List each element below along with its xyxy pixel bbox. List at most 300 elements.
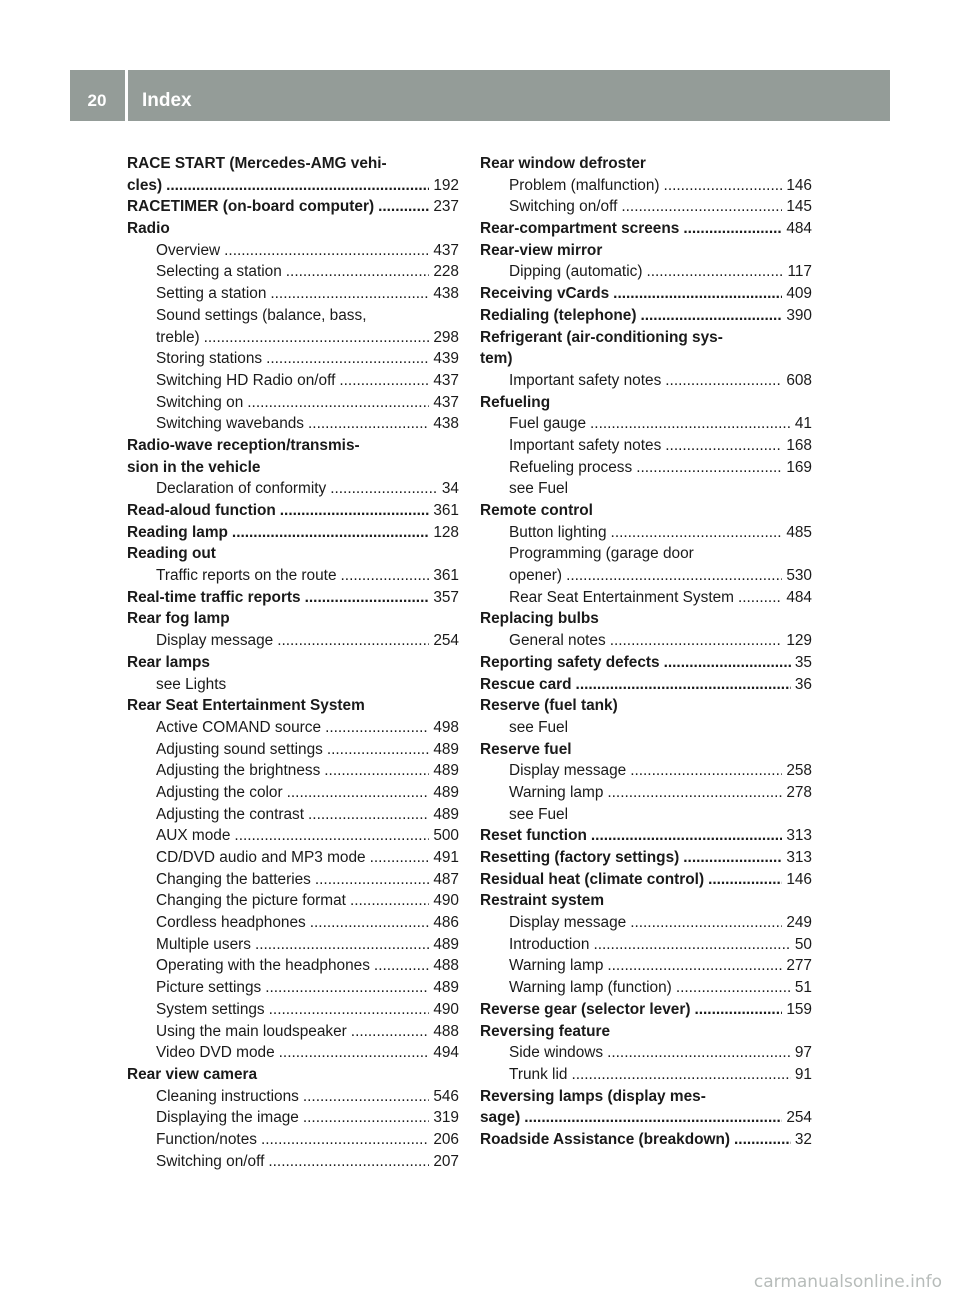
entry-text: see Lights: [156, 675, 227, 693]
leader-dots: [611, 522, 783, 544]
page-reference[interactable]: 207: [433, 1152, 459, 1170]
page-reference[interactable]: 546: [433, 1087, 459, 1105]
leader-dots: [610, 630, 783, 652]
entry-text: Cordless headphones: [156, 914, 306, 932]
page-reference[interactable]: 41: [794, 415, 812, 433]
page-reference[interactable]: 117: [787, 263, 812, 281]
entry-text: Roadside Assistance (breakdown): [480, 1130, 731, 1148]
entry-text: Sound settings (balance, bass,: [156, 306, 367, 324]
entry-text: Rear view camera: [127, 1065, 258, 1083]
entry-text: Setting a station: [156, 285, 267, 303]
entry-text: Operating with the headphones: [156, 957, 370, 975]
index-entry: [480, 999, 812, 1021]
index-subentry: [127, 240, 459, 262]
page-reference[interactable]: 500: [433, 827, 459, 845]
leader-dots: [676, 977, 791, 999]
entry-text: Active COMAND source: [156, 718, 322, 736]
index-subentry: [127, 630, 459, 652]
page-reference[interactable]: 489: [433, 783, 459, 801]
index-subentry: [127, 912, 459, 934]
page-reference[interactable]: 146: [786, 176, 812, 194]
index-entry: [480, 695, 812, 717]
index-subentry: [127, 717, 459, 739]
page-reference[interactable]: 97: [794, 1044, 812, 1062]
leader-dots: [378, 196, 429, 218]
entry-text: Remote control: [480, 502, 593, 519]
page-reference[interactable]: 145: [786, 198, 812, 216]
index-subentry: [127, 413, 459, 435]
entry-text: RACE START (Mercedes-AMG vehi-: [127, 155, 387, 172]
entry-text: Displaying the image: [156, 1109, 299, 1127]
page-reference[interactable]: 34: [441, 480, 459, 498]
page-reference[interactable]: 319: [433, 1109, 459, 1127]
page-reference[interactable]: 489: [433, 979, 459, 997]
entry-text: Display message: [509, 914, 627, 932]
page-reference[interactable]: 146: [786, 870, 812, 888]
entry-text: Cleaning instructions: [156, 1087, 299, 1105]
leader-dots: [665, 370, 782, 392]
leader-dots: [576, 674, 791, 696]
index-subentry: [127, 825, 459, 847]
entry-text: Reversing lamps (display mes-: [480, 1087, 706, 1105]
entry-text: Function/notes: [156, 1130, 257, 1148]
entry-text: Fuel gauge: [509, 415, 587, 433]
index-entry: [127, 175, 459, 197]
index-subentry: [480, 934, 812, 956]
leader-dots: [571, 1064, 790, 1086]
entry-text: Replacing bulbs: [480, 610, 599, 628]
entry-text: Programming (garage door: [509, 545, 694, 563]
watermark: carmanualsonline.info: [753, 1272, 942, 1292]
page-reference[interactable]: 490: [433, 1000, 459, 1018]
index-entry: [480, 305, 812, 327]
leader-dots: [247, 392, 429, 414]
entry-text: Receiving vCards: [480, 285, 610, 303]
leader-dots: [255, 934, 429, 956]
index-subentry: [127, 869, 459, 891]
leader-dots: [325, 717, 429, 739]
page-reference[interactable]: 168: [786, 436, 812, 454]
entry-text: Reserve fuel: [480, 740, 572, 758]
index-entry: [127, 608, 459, 630]
entry-text: Reporting safety defects: [480, 653, 660, 671]
page-reference[interactable]: 278: [786, 783, 812, 801]
section-title: Index: [142, 90, 192, 111]
index-subentry: [480, 630, 812, 652]
leader-dots: [303, 1086, 429, 1108]
leader-dots: [324, 760, 429, 782]
index-subentry: [127, 565, 459, 587]
leader-dots: [279, 1042, 430, 1064]
index-subentry: [127, 1151, 459, 1173]
page-reference[interactable]: 490: [433, 892, 459, 910]
entry-text: Refueling: [480, 393, 551, 411]
leader-dots: [303, 1107, 429, 1129]
index-subentry: [127, 327, 459, 349]
entry-text: Dipping (automatic): [509, 263, 643, 281]
index-entry: [480, 1021, 812, 1043]
leader-dots: [566, 565, 782, 587]
index-subentry: [480, 717, 812, 739]
index-subentry: [480, 196, 812, 218]
entry-text: Adjusting the contrast: [156, 805, 305, 823]
index-subentry: [127, 999, 459, 1021]
page-reference[interactable]: 129: [786, 632, 812, 650]
leader-dots: [327, 739, 429, 761]
index-entry: [127, 1064, 459, 1086]
page-reference[interactable]: 249: [786, 914, 812, 932]
entry-text: Switching on/off: [509, 198, 618, 216]
page-reference[interactable]: 491: [433, 849, 459, 866]
entry-text: Selecting a station: [156, 263, 282, 281]
entry-text: Changing the picture format: [156, 892, 346, 910]
entry-text: Real-time traffic reports: [127, 588, 301, 606]
page-reference[interactable]: 608: [786, 371, 812, 389]
page-reference[interactable]: 361: [433, 567, 459, 585]
index-entry: [127, 153, 459, 175]
entry-text: Declaration of conformity: [156, 480, 327, 498]
leader-dots: [640, 305, 782, 327]
page-reference[interactable]: 159: [786, 1000, 812, 1018]
index-subentry: [480, 804, 812, 826]
entry-text: Reset function: [480, 827, 587, 845]
page-reference[interactable]: 437: [433, 393, 459, 411]
entry-text: Introduction: [509, 935, 590, 953]
index-entry: [127, 435, 459, 457]
entry-text: Rear-compartment screens: [480, 220, 680, 238]
index-subentry: [127, 739, 459, 761]
entry-text: System settings: [156, 1000, 265, 1018]
entry-text: Rear Seat Entertainment System: [127, 697, 365, 715]
page-reference[interactable]: 489: [433, 740, 459, 758]
leader-dots: [607, 955, 782, 977]
index-entry: [480, 608, 812, 630]
entry-text: Overview: [156, 241, 221, 259]
page-reference[interactable]: 91: [794, 1065, 812, 1083]
entry-text: AUX mode: [156, 827, 231, 845]
leader-dots: [330, 478, 438, 500]
leader-dots: [607, 1042, 791, 1064]
entry-text: Changing the batteries: [156, 870, 311, 888]
entry-text: Switching on: [156, 393, 244, 411]
page-header: [70, 70, 890, 121]
leader-dots: [734, 1129, 791, 1151]
entry-text: Reading lamp: [127, 523, 228, 541]
entry-text: Adjusting the color: [156, 783, 283, 801]
page-reference[interactable]: 498: [433, 718, 459, 736]
leader-dots: [266, 348, 429, 370]
entry-text: Refueling process: [509, 458, 633, 476]
index-subentry: [127, 348, 459, 370]
leader-dots: [224, 240, 429, 262]
page-reference[interactable]: 438: [433, 285, 459, 303]
leader-dots: [590, 413, 791, 435]
page-reference[interactable]: 50: [794, 935, 812, 953]
entry-text: Switching wavebands: [156, 415, 305, 433]
leader-dots: [708, 869, 782, 891]
index-entry: [127, 695, 459, 717]
entry-text: Picture settings: [156, 979, 262, 997]
entry-text: Display message: [509, 762, 627, 780]
page-reference[interactable]: 36: [794, 675, 812, 693]
page-reference[interactable]: 237: [433, 198, 459, 216]
page-reference[interactable]: 487: [433, 870, 459, 888]
entry-text: cles): [127, 176, 163, 194]
index-subentry: [480, 782, 812, 804]
index-entry: [480, 1129, 812, 1151]
index-entry: [127, 652, 459, 674]
page-reference[interactable]: 228: [433, 263, 459, 281]
page-reference[interactable]: 32: [794, 1130, 812, 1148]
leader-dots: [350, 890, 429, 912]
index-entry: [480, 1086, 812, 1108]
index-entry: [480, 283, 812, 305]
index-column-right: [480, 153, 812, 1151]
page-reference[interactable]: 494: [433, 1044, 459, 1062]
leader-dots: [287, 782, 430, 804]
index-subentry: [127, 1021, 459, 1043]
page-reference[interactable]: 484: [786, 588, 812, 606]
page-reference[interactable]: 438: [433, 415, 459, 433]
entry-text: Rear lamps: [127, 653, 210, 671]
leader-dots: [277, 630, 429, 652]
index-subentry: [480, 760, 812, 782]
entry-text: Reversing feature: [480, 1022, 611, 1040]
index-subentry: [127, 934, 459, 956]
page-reference[interactable]: 488: [433, 957, 459, 975]
index-subentry: [127, 283, 459, 305]
entry-text: Switching on/off: [156, 1152, 265, 1170]
leader-dots: [593, 934, 790, 956]
entry-text: treble): [156, 328, 200, 346]
index-subentry: [480, 912, 812, 934]
entry-text: Video DVD mode: [156, 1044, 275, 1062]
page-reference[interactable]: 437: [433, 241, 459, 259]
leader-dots: [339, 370, 429, 392]
page-reference[interactable]: 489: [433, 935, 459, 953]
page-reference[interactable]: 488: [433, 1022, 459, 1040]
index-entry: [480, 1107, 812, 1129]
leader-dots: [308, 804, 429, 826]
index-entry: [480, 392, 812, 414]
entry-text: RACETIMER (on-board computer): [127, 198, 375, 216]
leader-dots: [665, 435, 782, 457]
leader-dots: [664, 175, 783, 197]
index-subentry: [127, 261, 459, 283]
page-reference[interactable]: 206: [433, 1130, 459, 1148]
page-reference[interactable]: 409: [786, 285, 812, 303]
index-subentry: [480, 587, 812, 609]
leader-dots: [613, 283, 782, 305]
page-reference[interactable]: 298: [433, 328, 459, 346]
page-reference[interactable]: 254: [786, 1109, 812, 1127]
entry-text: Important safety notes: [509, 371, 662, 389]
leader-dots: [310, 912, 430, 934]
entry-text: opener): [509, 567, 563, 585]
entry-text: Radio-wave reception/transmis-: [127, 436, 360, 454]
index-subentry: [480, 261, 812, 283]
entry-text: Refrigerant (air-conditioning sys-: [480, 328, 723, 346]
entry-text: Reverse gear (selector lever): [480, 1000, 691, 1018]
index-subentry: [480, 1064, 812, 1086]
leader-dots: [630, 912, 782, 934]
index-subentry: [127, 890, 459, 912]
page-reference[interactable]: 313: [786, 827, 812, 845]
entry-text: Using the main loudspeaker: [156, 1022, 347, 1040]
entry-text: Restraint system: [480, 892, 605, 910]
leader-dots: [591, 825, 782, 847]
entry-text: Switching HD Radio on/off: [156, 371, 336, 389]
index-entry: [480, 674, 812, 696]
leader-dots: [630, 760, 782, 782]
index-entry: [480, 739, 812, 761]
leader-dots: [234, 825, 429, 847]
leader-dots: [270, 283, 429, 305]
page-reference[interactable]: 489: [433, 805, 459, 823]
page-reference[interactable]: 390: [786, 306, 812, 324]
leader-dots: [269, 999, 430, 1021]
leader-dots: [315, 869, 429, 891]
leader-dots: [261, 1129, 429, 1151]
entry-text: tem): [480, 350, 513, 368]
leader-dots: [308, 413, 429, 435]
index-subentry: [127, 478, 459, 500]
entry-text: Display message: [156, 632, 274, 650]
index-subentry: [480, 977, 812, 999]
entry-text: Warning lamp: [509, 783, 604, 801]
entry-text: Button lighting: [509, 523, 607, 541]
leader-dots: [341, 565, 430, 587]
page-reference[interactable]: 439: [433, 350, 459, 368]
index-entry: [480, 890, 812, 912]
index-subentry: [127, 370, 459, 392]
entry-text: Resetting (factory settings): [480, 849, 680, 866]
leader-dots: [374, 955, 429, 977]
page-number: 20: [87, 91, 107, 110]
entry-text: Important safety notes: [509, 436, 662, 454]
entry-text: Redialing (telephone): [480, 306, 637, 324]
page-reference[interactable]: 485: [786, 523, 812, 541]
page-reference[interactable]: 486: [433, 914, 459, 932]
index-entry: [480, 847, 812, 869]
leader-dots: [166, 175, 429, 197]
index-entry: [480, 348, 812, 370]
index-entry: [127, 543, 459, 565]
entry-text: Warning lamp: [509, 957, 604, 975]
leader-dots: [204, 327, 430, 349]
entry-text: Adjusting the brightness: [156, 762, 321, 780]
page-reference[interactable]: 169: [786, 458, 812, 476]
entry-text: Rear window defroster: [480, 155, 646, 172]
index-subentry: [127, 760, 459, 782]
index-subentry: [480, 565, 812, 587]
entry-text: Storing stations: [156, 350, 263, 368]
entry-text: Rear Seat Entertainment System: [509, 588, 734, 606]
index-entry: [480, 218, 812, 240]
entry-text: Warning lamp (function): [509, 979, 672, 997]
index-entry: [127, 522, 459, 544]
page-reference[interactable]: 361: [433, 502, 459, 519]
page-reference[interactable]: 357: [433, 588, 459, 606]
index-subentry: [127, 1086, 459, 1108]
index-entry: [127, 457, 459, 479]
leader-dots: [636, 457, 782, 479]
index-subentry: [127, 782, 459, 804]
index-subentry: [480, 370, 812, 392]
entry-text: Adjusting sound settings: [156, 740, 323, 758]
leader-dots: [524, 1107, 782, 1129]
entry-text: Rear-view mirror: [480, 241, 603, 259]
index-entry: [127, 500, 459, 522]
entry-text: Side windows: [509, 1044, 604, 1062]
index-subentry: [127, 847, 459, 869]
index-subentry: [127, 392, 459, 414]
entry-text: see Fuel: [509, 805, 569, 823]
index-subentry: [127, 1129, 459, 1151]
leader-dots: [646, 261, 783, 283]
index-subentry: [480, 543, 812, 565]
page-reference[interactable]: 530: [786, 567, 812, 585]
leader-dots: [280, 500, 430, 522]
leader-dots: [738, 587, 782, 609]
entry-text: sage): [480, 1109, 521, 1127]
page-reference[interactable]: 484: [786, 220, 812, 238]
page-reference[interactable]: 35: [794, 653, 812, 671]
entry-text: Reading out: [127, 545, 216, 563]
leader-dots: [265, 977, 429, 999]
index-entry: [480, 652, 812, 674]
entry-text: Read-aloud function: [127, 502, 276, 519]
entry-text: CD/DVD audio and MP3 mode: [156, 849, 366, 866]
page-reference[interactable]: 258: [786, 762, 812, 780]
index-subentry: [127, 1042, 459, 1064]
entry-text: Multiple users: [156, 935, 251, 953]
entry-text: Radio: [127, 220, 170, 238]
entry-text: Rescue card: [480, 675, 572, 693]
entry-text: Traffic reports on the route: [156, 567, 337, 585]
entry-text: General notes: [509, 632, 606, 650]
index-entry: [480, 825, 812, 847]
index-entry: [127, 587, 459, 609]
index-subentry: [127, 977, 459, 999]
page-reference[interactable]: 128: [433, 523, 459, 541]
index-subentry: [480, 1042, 812, 1064]
index-entry: [480, 500, 812, 522]
leader-dots: [286, 261, 430, 283]
entry-text: see Fuel: [509, 718, 569, 736]
page-reference[interactable]: 277: [786, 957, 812, 975]
index-entry: [480, 153, 812, 175]
leader-dots: [607, 782, 782, 804]
index-subentry: [127, 804, 459, 826]
leader-dots: [664, 652, 791, 674]
entry-text: Problem (malfunction): [509, 176, 660, 194]
page-reference[interactable]: 489: [433, 762, 459, 780]
page-reference[interactable]: 192: [433, 176, 459, 194]
index-entry: [480, 240, 812, 262]
index-subentry: [127, 955, 459, 977]
index-subentry: [480, 435, 812, 457]
index-entry: [480, 869, 812, 891]
page-reference[interactable]: 51: [794, 979, 812, 997]
index-subentry: [480, 955, 812, 977]
entry-text: Trunk lid: [509, 1065, 568, 1083]
page-reference[interactable]: 313: [786, 849, 812, 866]
entry-text: Rear fog lamp: [127, 610, 230, 628]
page-reference[interactable]: 254: [433, 632, 459, 650]
leader-dots: [683, 218, 782, 240]
page-reference[interactable]: 437: [433, 371, 459, 389]
